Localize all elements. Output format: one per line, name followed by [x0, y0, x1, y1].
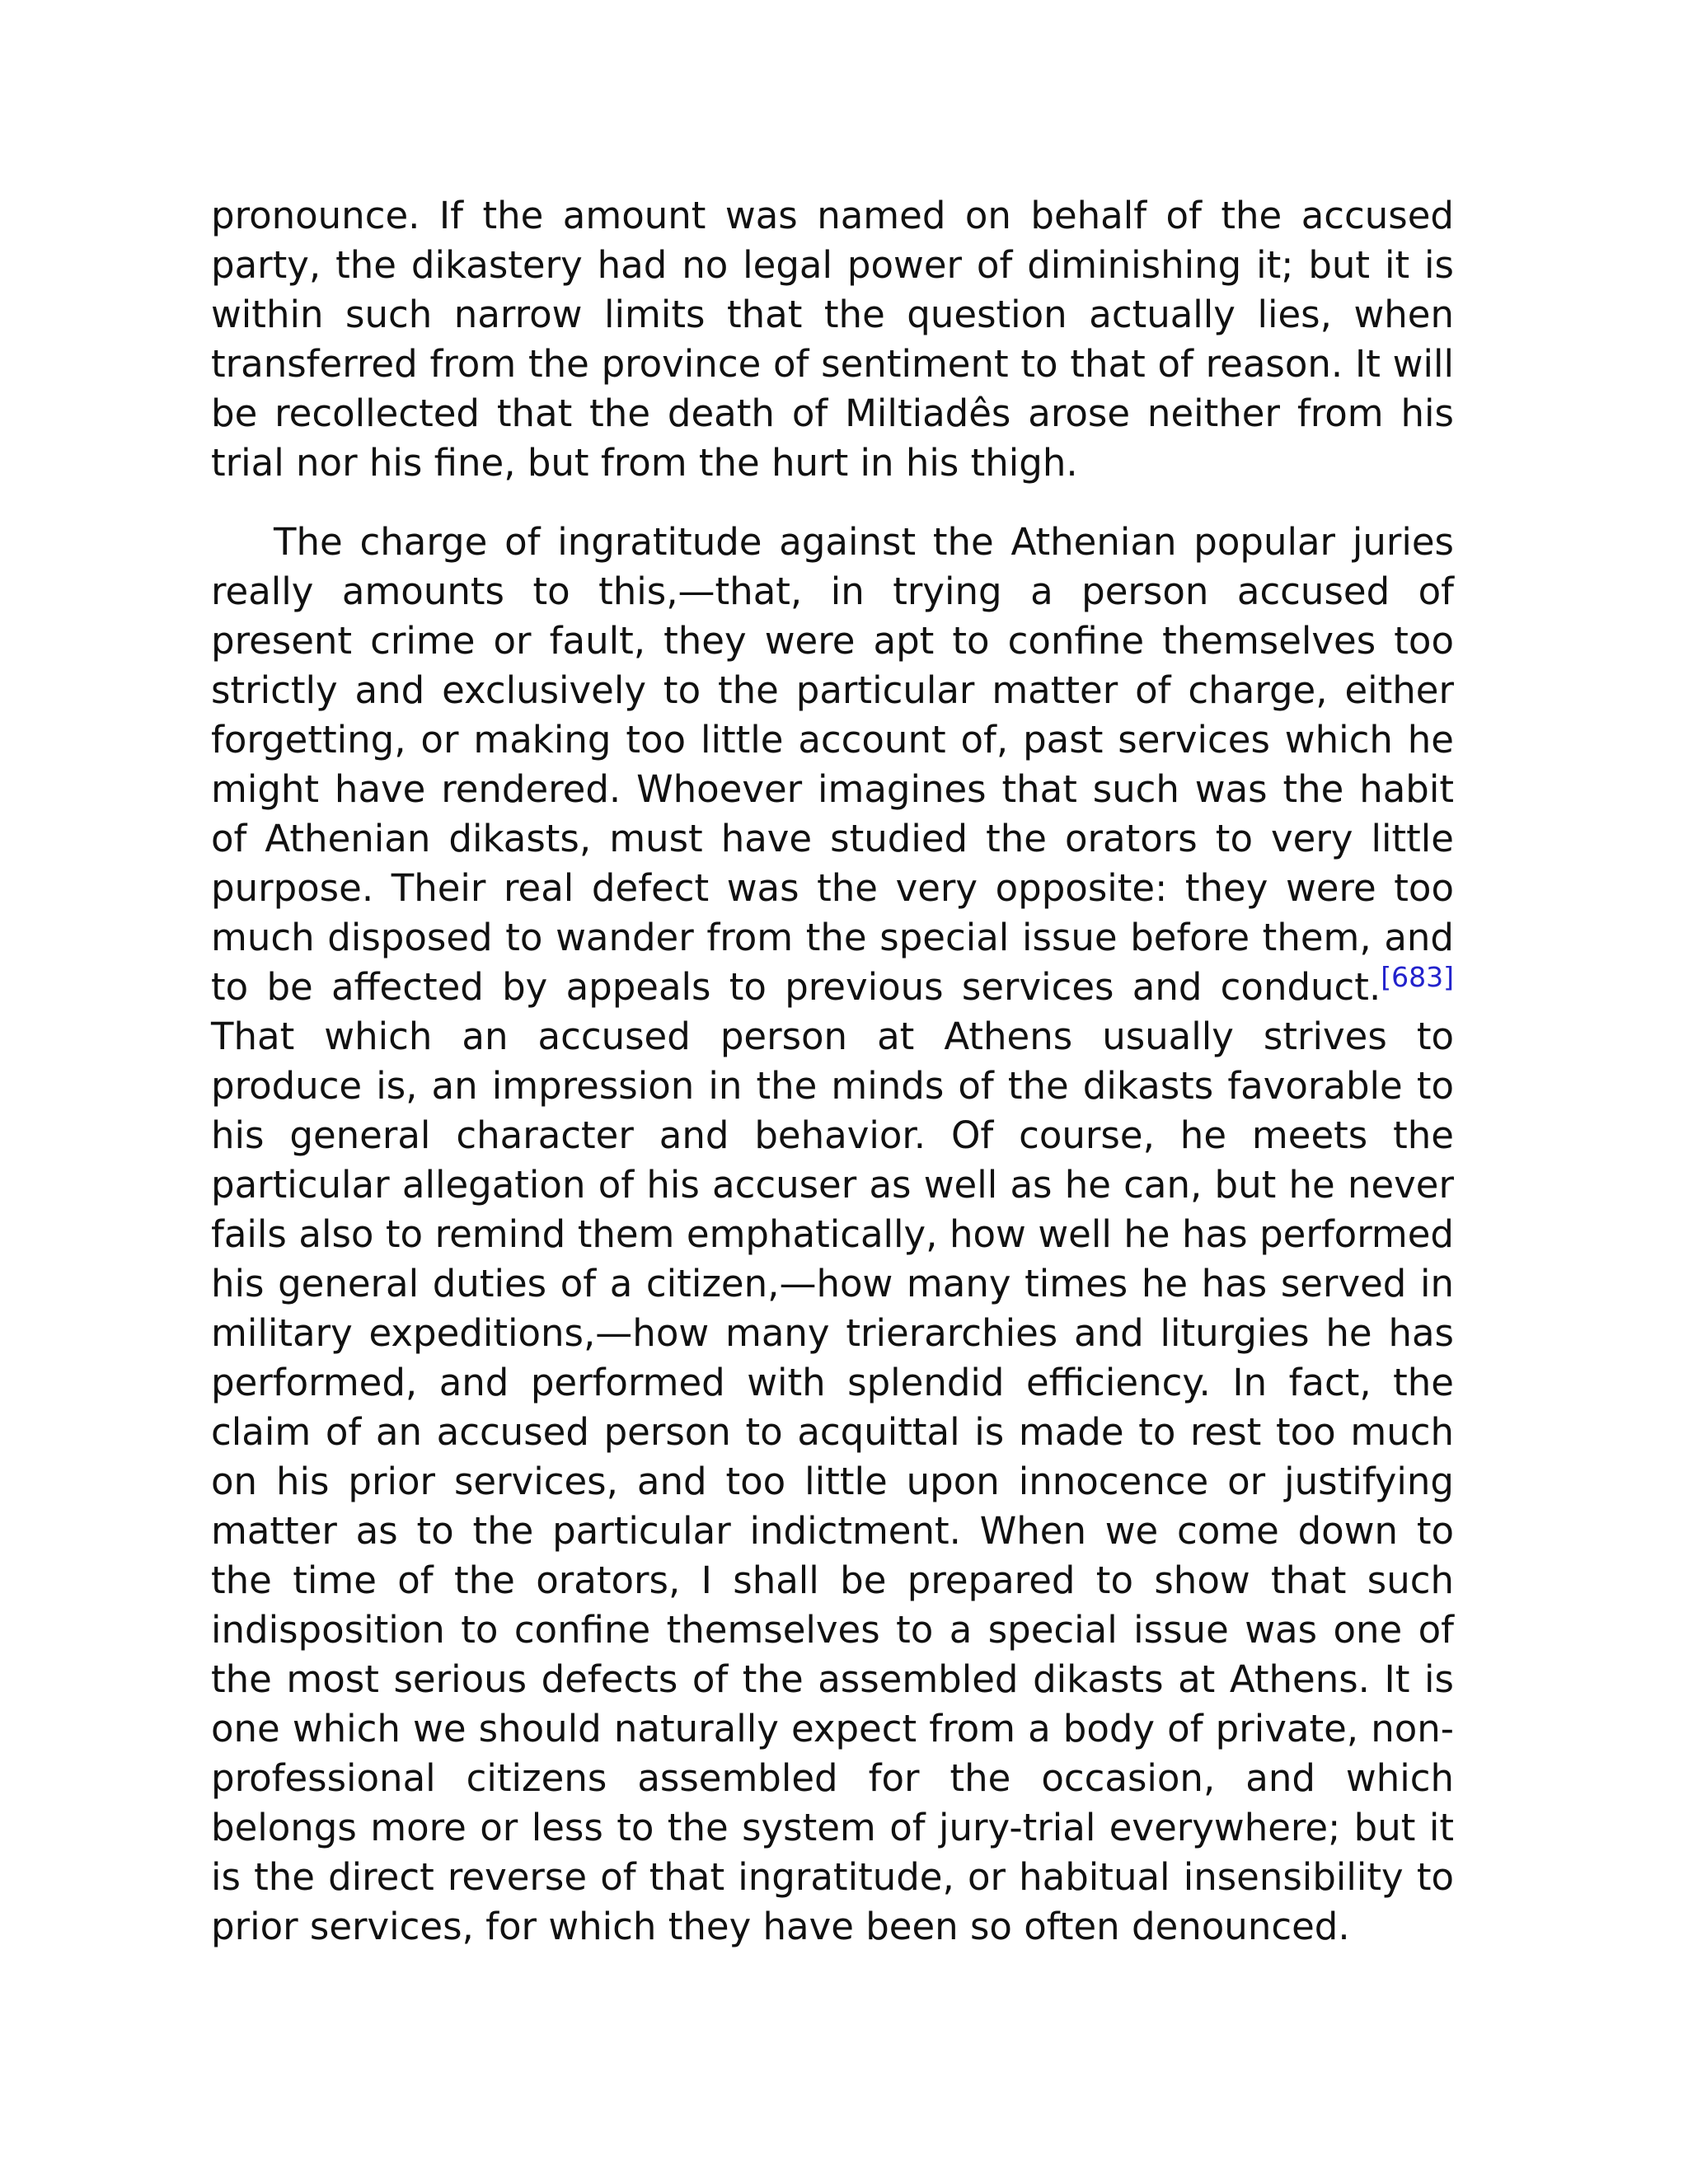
paragraph-continuation: pronounce. If the amount was named on behalf of the accused party, the dikastery had no legal power of diminishing it; but it is within such narrow limits that the question actually lies, when transferred from the province of sentiment to that of reason. It will be recollected that the death of Miltiadês arose neither from his trial nor his fine, but from the hurt in his thigh. — [211, 194, 1454, 485]
paragraph-ingratitude-charge — [211, 518, 1454, 1952]
document-page — [211, 191, 1454, 1952]
paragraph-text-before-footnote: The charge of ingratitude against the Athenian popular juries really amounts to this,—that, in trying a person accused of present crime or fault, they were apt to confine themselves too strictly and exclusively to the particular matter of charge, either forgetting, or making too little account of, past services which he might have rendered. Whoever imagines that such was the habit of Athenian dikasts, must have studied the orators to very little purpose. Their real defect was the very opposite: they were too much disposed to wander from the special issue before them, and to be affected by appeals to previous services and conduct. — [211, 520, 1454, 1009]
footnote-link-683[interactable]: [683] — [1381, 961, 1454, 993]
paragraph-text-after-footnote: That which an accused person at Athens usually strives to produce is, an impression in the minds of the dikasts favorable to his general character and behavior. Of course, he meets the particular allegation of his accuser as well as he can, but he never fails also to remind them emphatically, how well he has performed his general duties of a citizen,—how many times he has served in military expeditions,—how many trierarchies and liturgies he has performed, and performed with splendid efficiency. In fact, the claim of an accused person to acquittal is made to rest too much on his prior services, and too little upon innocence or justifying matter as to the particular indictment. When we come down to the time of the orators, I shall be prepared to show that such indisposition to confine themselves to a special issue was one of the most serious defects of the assembled dikasts at Athens. It is one which we should naturally expect from a body of private, non-professional citizens assembled for the occasion, and which belongs more or less to the system of jury-trial everywhere; but it is the direct reverse of that ingratitude, or habitual insensibility to prior services, for which they have been so often denounced. — [211, 1015, 1454, 1948]
